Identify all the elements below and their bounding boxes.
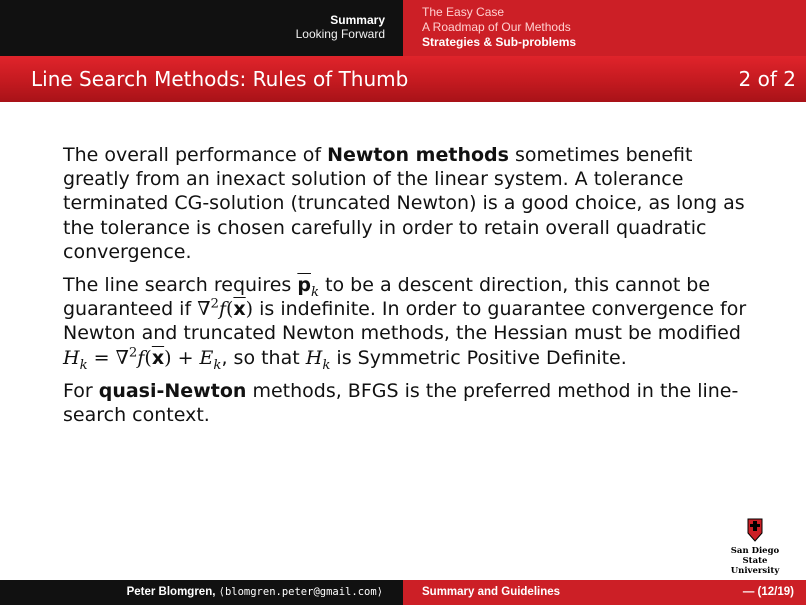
math-h-k: $H_k$ <box>305 346 331 373</box>
footer-author: Peter Blomgren, ⟨blomgren.peter@gmail.com⟩ <box>0 580 403 605</box>
paragraph-newton-methods: The overall performance of Newton methods sometimes benefit greatly from an inexact solution of the linear system. A tolerance terminated CG-solution (truncated Newton) is a good choice, as long as the tolerance is chosen carefully in order to retain overall quadratic convergence. <box>63 144 745 263</box>
footer <box>0 580 806 605</box>
frame-title-bar <box>0 56 806 102</box>
logo-text-line1: San Diego State <box>730 546 780 566</box>
nav-section-looking-forward[interactable]: Looking Forward <box>295 27 385 41</box>
nav-section-summary[interactable]: Summary <box>330 13 385 27</box>
term-quasi-newton: quasi-Newton <box>98 379 247 402</box>
nav-subsection-easy-case[interactable]: The Easy Case <box>422 5 505 19</box>
term-newton-methods: Newton methods <box>327 144 509 166</box>
shield-icon <box>747 518 763 542</box>
paragraph-quasi-newton: For quasi-Newton methods, BFGS is the preferred method in the line-search context. <box>63 379 739 427</box>
math-hessian: $\nabla^2f(\overline{x})$ <box>197 296 254 321</box>
nav-subsection-roadmap[interactable]: A Roadmap of Our Methods <box>422 20 571 34</box>
footer-title-bar <box>403 580 806 605</box>
math-p-bar-k: $\overline{p}_k$ <box>297 274 320 300</box>
frame-title: Line Search Methods: Rules of Thumb <box>31 67 409 91</box>
university-logo <box>720 518 790 576</box>
footer-page-number: — (12/19) <box>742 586 794 598</box>
logo-text-line2: University <box>730 566 780 576</box>
section-nav <box>0 0 403 56</box>
math-modified-hessian: $H_k = \nabla^2f(\overline{x}) + E_k$ <box>63 345 222 373</box>
footer-title[interactable]: Summary and Guidelines <box>422 586 561 598</box>
nav-subsection-strategies[interactable]: Strategies & Sub-problems <box>422 35 577 49</box>
subsection-nav <box>403 0 806 56</box>
slide-content <box>63 143 753 427</box>
frame-page-counter: 2 of 2 <box>738 67 796 91</box>
top-navigation <box>0 0 806 56</box>
paragraph-line-search: The line search requires $\overline{p}_k$ to be a descent direction, this cannot be guaranteed if $\nabla^2f(\overline{x})$ is indefinite. In order to guarantee convergence for Newton and truncated Newton methods, the Hessian must be modified $H_k = \nabla^2f(\overline{x}) + E_k$, so that $H_k$ is Symmetric Positive Definite. <box>63 274 747 373</box>
footer-email: ⟨blomgren.peter@gmail.com⟩ <box>218 586 383 598</box>
